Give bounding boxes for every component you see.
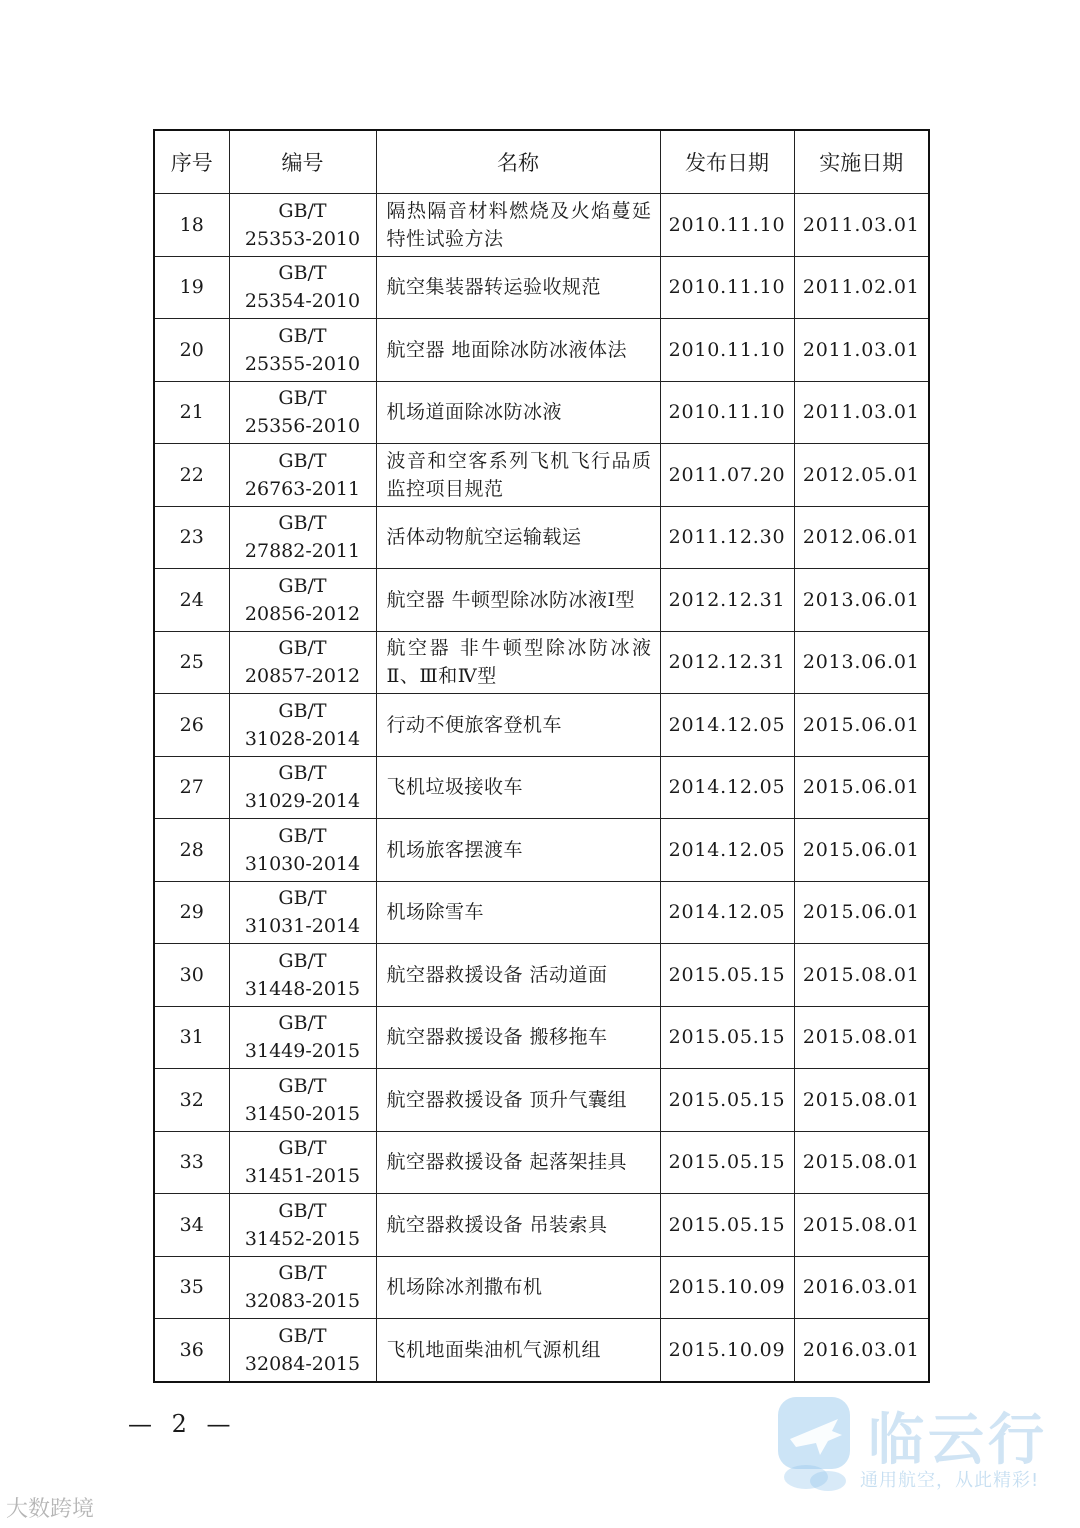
cell-effective-date: 2016.03.01: [794, 1256, 929, 1319]
table-row: [154, 381, 929, 444]
cell-seq: 32: [154, 1069, 229, 1132]
cell-code: [229, 1256, 376, 1319]
cell-effective-date: 2011.03.01: [794, 319, 929, 382]
cell-issue-date: 2010.11.10: [660, 381, 794, 444]
cell-issue-date: 2014.12.05: [660, 819, 794, 882]
code-prefix: GB/T: [278, 637, 327, 660]
cell-effective-date: 2012.06.01: [794, 506, 929, 569]
code-number: 32084-2015: [244, 1352, 361, 1375]
cell-code: [229, 256, 376, 319]
cell-effective-date: 2015.06.01: [794, 694, 929, 757]
cell-issue-date: 2014.12.05: [660, 881, 794, 944]
cell-seq: 25: [154, 631, 229, 694]
code-prefix: GB/T: [278, 199, 327, 222]
cell-effective-date: 2015.06.01: [794, 881, 929, 944]
code-prefix: GB/T: [278, 949, 327, 972]
watermark-brand: 临云行: [868, 1408, 1048, 1473]
table-row: [154, 1256, 929, 1319]
header-seq: 序号: [154, 130, 229, 194]
cell-issue-date: 2012.12.31: [660, 631, 794, 694]
code-prefix: GB/T: [278, 387, 327, 410]
cell-seq: 21: [154, 381, 229, 444]
cell-issue-date: 2010.11.10: [660, 256, 794, 319]
table-row: [154, 694, 929, 757]
table-row: [154, 506, 929, 569]
cell-effective-date: 2015.08.01: [794, 1006, 929, 1069]
code-number: 25356-2010: [244, 415, 361, 438]
source-watermark: 大数跨境: [6, 1497, 95, 1522]
table-row: [154, 1194, 929, 1257]
cell-effective-date: 2015.08.01: [794, 1069, 929, 1132]
cell-seq: 31: [154, 1006, 229, 1069]
cell-name: 航空器救援设备 顶升气囊组: [376, 1069, 660, 1132]
cell-seq: 30: [154, 944, 229, 1007]
cell-code: [229, 569, 376, 632]
cell-name: 航空器 非牛顿型除冰防冰液Ⅱ、Ⅲ和Ⅳ型: [376, 631, 660, 694]
table-row: [154, 944, 929, 1007]
table-row: [154, 881, 929, 944]
code-number: 25353-2010: [244, 227, 361, 250]
header-name: 名称: [376, 130, 660, 194]
code-prefix: GB/T: [278, 262, 327, 285]
cell-seq: 26: [154, 694, 229, 757]
cell-effective-date: 2011.03.01: [794, 381, 929, 444]
cell-effective-date: 2015.08.01: [794, 944, 929, 1007]
cell-effective-date: 2015.06.01: [794, 819, 929, 882]
code-number: 31029-2014: [244, 790, 361, 813]
header-code: 编号: [229, 130, 376, 194]
code-number: 31452-2015: [244, 1227, 361, 1250]
table-row: [154, 819, 929, 882]
cell-seq: 27: [154, 756, 229, 819]
code-number: 20857-2012: [244, 665, 361, 688]
cell-issue-date: 2015.10.09: [660, 1256, 794, 1319]
page-number: — 2 —: [128, 1410, 237, 1438]
cell-effective-date: 2013.06.01: [794, 631, 929, 694]
watermark-slogan: 通用航空，从此精彩!: [860, 1470, 1040, 1491]
code-prefix: GB/T: [278, 699, 327, 722]
cell-code: [229, 1194, 376, 1257]
table-row: [154, 194, 929, 257]
cell-seq: 19: [154, 256, 229, 319]
cell-seq: 28: [154, 819, 229, 882]
cell-code: [229, 694, 376, 757]
code-number: 20856-2012: [244, 602, 361, 625]
cell-code: [229, 819, 376, 882]
cell-seq: 22: [154, 444, 229, 507]
cell-seq: 20: [154, 319, 229, 382]
cell-issue-date: 2015.10.09: [660, 1319, 794, 1382]
table-row: [154, 256, 929, 319]
code-number: 31451-2015: [244, 1165, 361, 1188]
cell-code: [229, 1131, 376, 1194]
cell-issue-date: 2015.05.15: [660, 1069, 794, 1132]
cell-seq: 18: [154, 194, 229, 257]
cell-effective-date: 2011.02.01: [794, 256, 929, 319]
cell-name: 机场旅客摆渡车: [376, 819, 660, 882]
cell-seq: 34: [154, 1194, 229, 1257]
header-issue-date: 发布日期: [660, 130, 794, 194]
cell-name: 行动不便旅客登机车: [376, 694, 660, 757]
cell-effective-date: 2016.03.01: [794, 1319, 929, 1382]
cell-effective-date: 2013.06.01: [794, 569, 929, 632]
cell-code: [229, 381, 376, 444]
cell-seq: 36: [154, 1319, 229, 1382]
code-prefix: GB/T: [278, 762, 327, 785]
code-number: 26763-2011: [244, 477, 361, 500]
cell-code: [229, 1069, 376, 1132]
cell-seq: 24: [154, 569, 229, 632]
code-prefix: GB/T: [278, 449, 327, 472]
cell-name: 飞机地面柴油机气源机组: [376, 1319, 660, 1382]
cell-code: [229, 881, 376, 944]
cell-code: [229, 444, 376, 507]
table-row: [154, 1069, 929, 1132]
cell-name: 活体动物航空运输载运: [376, 506, 660, 569]
code-number: 25355-2010: [244, 352, 361, 375]
cell-name: 航空器救援设备 吊装索具: [376, 1194, 660, 1257]
table-row: [154, 631, 929, 694]
table-row: [154, 319, 929, 382]
cell-issue-date: 2015.05.15: [660, 1194, 794, 1257]
cell-issue-date: 2011.12.30: [660, 506, 794, 569]
cell-issue-date: 2010.11.10: [660, 194, 794, 257]
cell-code: [229, 631, 376, 694]
cell-seq: 35: [154, 1256, 229, 1319]
cell-seq: 29: [154, 881, 229, 944]
cell-name: 航空器 牛顿型除冰防冰液Ⅰ型: [376, 569, 660, 632]
cell-name: 机场除雪车: [376, 881, 660, 944]
cell-issue-date: 2014.12.05: [660, 694, 794, 757]
cell-code: [229, 506, 376, 569]
header-effective-date: 实施日期: [794, 130, 929, 194]
code-prefix: GB/T: [278, 1012, 327, 1035]
cell-code: [229, 1006, 376, 1069]
code-number: 31028-2014: [244, 727, 361, 750]
cell-name: 航空集装器转运验收规范: [376, 256, 660, 319]
cell-code: [229, 944, 376, 1007]
cell-name: 航空器救援设备 起落架挂具: [376, 1131, 660, 1194]
cell-name: 飞机垃圾接收车: [376, 756, 660, 819]
cell-seq: 23: [154, 506, 229, 569]
cell-name: 航空器 地面除冰防冰液体法: [376, 319, 660, 382]
cell-code: [229, 1319, 376, 1382]
table-row: [154, 1131, 929, 1194]
code-number: 32083-2015: [244, 1290, 361, 1313]
cell-name: 机场除冰剂撒布机: [376, 1256, 660, 1319]
code-prefix: GB/T: [278, 324, 327, 347]
code-number: 31031-2014: [244, 915, 361, 938]
code-prefix: GB/T: [278, 1324, 327, 1347]
standards-table: [153, 129, 930, 1383]
cell-issue-date: 2015.05.15: [660, 944, 794, 1007]
code-number: 31030-2014: [244, 852, 361, 875]
cell-effective-date: 2011.03.01: [794, 194, 929, 257]
code-prefix: GB/T: [278, 887, 327, 910]
code-number: 31449-2015: [244, 1040, 361, 1063]
cell-issue-date: 2011.07.20: [660, 444, 794, 507]
cell-name: 航空器救援设备 搬移拖车: [376, 1006, 660, 1069]
cell-name: 波音和空客系列飞机飞行品质监控项目规范: [376, 444, 660, 507]
cell-issue-date: 2015.05.15: [660, 1131, 794, 1194]
code-number: 27882-2011: [244, 540, 361, 563]
code-prefix: GB/T: [278, 1137, 327, 1160]
code-prefix: GB/T: [278, 512, 327, 535]
cell-code: [229, 319, 376, 382]
table-row: [154, 444, 929, 507]
cell-effective-date: 2012.05.01: [794, 444, 929, 507]
code-prefix: GB/T: [278, 1199, 327, 1222]
cell-issue-date: 2012.12.31: [660, 569, 794, 632]
cell-seq: 33: [154, 1131, 229, 1194]
code-number: 31448-2015: [244, 977, 361, 1000]
code-number: 31450-2015: [244, 1102, 361, 1125]
cell-name: 隔热隔音材料燃烧及火焰蔓延特性试验方法: [376, 194, 660, 257]
code-prefix: GB/T: [278, 824, 327, 847]
cell-issue-date: 2015.05.15: [660, 1006, 794, 1069]
table-row: [154, 756, 929, 819]
cell-issue-date: 2014.12.05: [660, 756, 794, 819]
cell-effective-date: 2015.08.01: [794, 1194, 929, 1257]
table-row: [154, 569, 929, 632]
table-body: [154, 194, 929, 1382]
cell-code: [229, 756, 376, 819]
cell-effective-date: 2015.06.01: [794, 756, 929, 819]
code-prefix: GB/T: [278, 574, 327, 597]
code-prefix: GB/T: [278, 1074, 327, 1097]
table-header-row: [154, 130, 929, 194]
cell-name: 航空器救援设备 活动道面: [376, 944, 660, 1007]
table-row: [154, 1006, 929, 1069]
code-number: 25354-2010: [244, 290, 361, 313]
table-row: [154, 1319, 929, 1382]
cell-code: [229, 194, 376, 257]
cell-effective-date: 2015.08.01: [794, 1131, 929, 1194]
cell-name: 机场道面除冰防冰液: [376, 381, 660, 444]
code-prefix: GB/T: [278, 1262, 327, 1285]
cell-issue-date: 2010.11.10: [660, 319, 794, 382]
